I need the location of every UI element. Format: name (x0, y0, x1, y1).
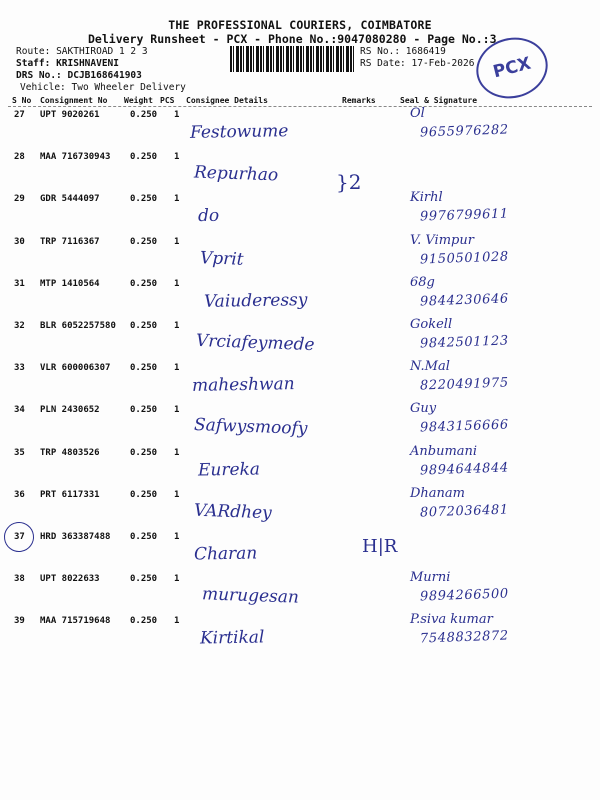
row-pcs: 1 (174, 110, 180, 120)
row-consignment-no: PRT 6117331 (40, 489, 100, 500)
table-row (0, 532, 600, 574)
col-sno: S No (12, 96, 32, 105)
route-line (16, 46, 148, 57)
row-weight: 0.250 (130, 278, 158, 289)
consignee-handwriting: Repurhao (193, 162, 279, 186)
row-consignment-no: GDR 5444097 (40, 194, 100, 205)
rs-date-label: RS Date: (360, 58, 406, 69)
row-weight: 0.250 (130, 152, 158, 163)
vehicle-label: Vehicle: (20, 82, 66, 93)
vehicle-line (20, 82, 186, 93)
phone-handwriting: 9894644844 (419, 460, 509, 479)
row-consignment-no: PLN 2430652 (40, 405, 100, 416)
col-seal: Seal & Signature (400, 96, 478, 105)
signature-handwriting: V. Vimpur (410, 232, 474, 248)
row-pcs: 1 (174, 363, 180, 374)
rs-no-label: RS No.: (360, 46, 401, 57)
row-weight: 0.250 (130, 447, 158, 458)
staff-line (16, 58, 119, 69)
rs-date-value: 17-Feb-2026 (411, 58, 475, 69)
row-sno: 37 (14, 532, 25, 542)
row-pcs: 1 (174, 574, 180, 585)
row-sno: 36 (14, 489, 25, 500)
staff-value: KRISHNAVENI (56, 58, 119, 69)
signature-handwriting: P.siva kumar (410, 612, 493, 628)
phone-handwriting: 9843156666 (419, 417, 509, 436)
row-pcs: 1 (174, 616, 180, 627)
col-weight: Weight (124, 96, 153, 105)
row-sno: 39 (14, 616, 25, 627)
consignee-handwriting: Safwysmoofy (193, 415, 308, 440)
row-weight: 0.250 (130, 489, 158, 500)
row-consignment-no: MAA 716730943 (40, 152, 111, 163)
row-consignment-no: MTP 1410564 (40, 278, 100, 289)
row-pcs: 1 (174, 489, 180, 500)
route-value: SAKTHIROAD 1 2 3 (56, 46, 148, 57)
route-label: Route: (16, 46, 51, 57)
row-weight: 0.250 (130, 363, 158, 374)
signature-handwriting: Dhanam (410, 485, 465, 501)
row-pcs: 1 (174, 278, 180, 289)
row-weight: 0.250 (130, 110, 158, 120)
phone-handwriting: 9894266500 (419, 586, 509, 605)
table-row (0, 317, 600, 363)
consignee-handwriting: maheshwan (191, 374, 295, 397)
row-sno: 29 (14, 194, 25, 205)
table-row (0, 106, 600, 152)
row-pcs: 1 (174, 152, 180, 163)
runsheet-title: Delivery Runsheet - PCX - Phone No.:9047080280 - Page No.:3 (88, 32, 497, 46)
phone-handwriting: 8072036481 (419, 502, 509, 521)
pcx-stamp: PCX (470, 30, 554, 106)
row-sno: 34 (14, 405, 25, 416)
row-sno: 30 (14, 236, 25, 247)
col-consignee: Consignee Details (186, 96, 268, 105)
col-remarks: Remarks (342, 96, 376, 105)
table-row (0, 152, 600, 194)
barcode-image (230, 46, 356, 72)
table-row (0, 359, 600, 405)
rs-no-line (360, 46, 446, 57)
phone-handwriting: 8220491975 (419, 375, 509, 394)
row-weight: 0.250 (130, 405, 158, 416)
consignee-handwriting: Eureka (197, 459, 261, 481)
row-consignment-no: HRD 363387488 (40, 532, 111, 542)
consignee-handwriting: VARdhey (193, 500, 273, 524)
rs-no-value: 1686419 (405, 46, 446, 57)
row-sno: 35 (14, 447, 25, 458)
table-row (0, 232, 600, 279)
table-row (0, 401, 600, 447)
row-sno: 38 (14, 574, 25, 585)
table-row (0, 612, 600, 658)
table-row (0, 570, 600, 616)
signature-handwriting: Kirhl (410, 190, 443, 206)
signature-handwriting: Guy (410, 401, 437, 417)
row-sno: 31 (14, 278, 25, 289)
signature-handwriting: Ol (410, 106, 425, 121)
col-consignment: Consignment No (40, 96, 108, 105)
row-pcs: 1 (174, 194, 180, 205)
drs-value: DCJB168641903 (67, 70, 142, 81)
consignee-handwriting: Festowume (189, 121, 289, 143)
consignee-handwriting: Charan (193, 543, 258, 565)
row-pcs: 1 (174, 236, 180, 247)
row-consignment-no: UPT 9020261 (40, 110, 100, 120)
table-row (0, 485, 600, 532)
consignee-handwriting: Vaiuderessy (203, 289, 308, 312)
row-weight: 0.250 (130, 321, 158, 331)
phone-handwriting: 9844230646 (419, 291, 509, 310)
signature-handwriting: Anbumani (410, 443, 478, 459)
col-pcs: PCS (160, 96, 175, 105)
header-divider (8, 106, 592, 107)
row-sno: 33 (14, 363, 25, 374)
phone-handwriting: 7548832872 (419, 628, 509, 647)
row-pcs: 1 (174, 447, 180, 458)
row-sno: 27 (14, 110, 25, 120)
table-row (0, 443, 600, 490)
drs-label: DRS No.: (16, 70, 62, 81)
row-sno: 28 (14, 152, 25, 163)
row-consignment-no: TRP 7116367 (40, 236, 100, 247)
phone-handwriting: 9655976282 (419, 122, 509, 141)
row-consignment-no: BLR 6052257580 (40, 321, 116, 331)
vehicle-value: Two Wheeler Delivery (71, 82, 186, 93)
staff-label: Staff: (16, 58, 51, 69)
company-name: THE PROFESSIONAL COURIERS, COIMBATORE (168, 18, 432, 32)
consignee-handwriting: do (197, 206, 220, 227)
row-consignment-no: TRP 4803526 (40, 447, 100, 458)
row-weight: 0.250 (130, 532, 158, 542)
row-weight: 0.250 (130, 616, 158, 627)
row-pcs: 1 (174, 532, 180, 542)
table-row (0, 274, 600, 321)
drs-line (16, 70, 142, 81)
phone-handwriting: 9842501123 (419, 333, 509, 352)
signature-handwriting: Murni (410, 570, 451, 586)
phone-handwriting: 9976799611 (419, 206, 509, 225)
row-weight: 0.250 (130, 236, 158, 247)
consignee-handwriting: Vrciafeymede (195, 330, 315, 356)
remark-handwriting: H|R (362, 536, 398, 557)
row-pcs: 1 (174, 405, 180, 416)
row-consignment-no: UPT 8022633 (40, 574, 100, 585)
row-consignment-no: MAA 715719648 (40, 616, 111, 627)
consignee-handwriting: Vprit (199, 247, 244, 270)
phone-handwriting: 9150501028 (419, 249, 509, 268)
row-pcs: 1 (174, 321, 180, 331)
remark-handwriting: }2 (336, 170, 362, 195)
consignee-handwriting: Kirtikal (199, 627, 265, 649)
consignee-handwriting: murugesan (201, 584, 300, 608)
signature-handwriting: 68g (410, 274, 435, 290)
row-sno: 32 (14, 321, 25, 331)
signature-handwriting: N.Mal (410, 359, 450, 375)
row-weight: 0.250 (130, 574, 158, 585)
row-consignment-no: VLR 600006307 (40, 363, 111, 374)
signature-handwriting: Gokell (410, 317, 453, 332)
rs-date-line (360, 58, 474, 69)
row-weight: 0.250 (130, 194, 158, 205)
